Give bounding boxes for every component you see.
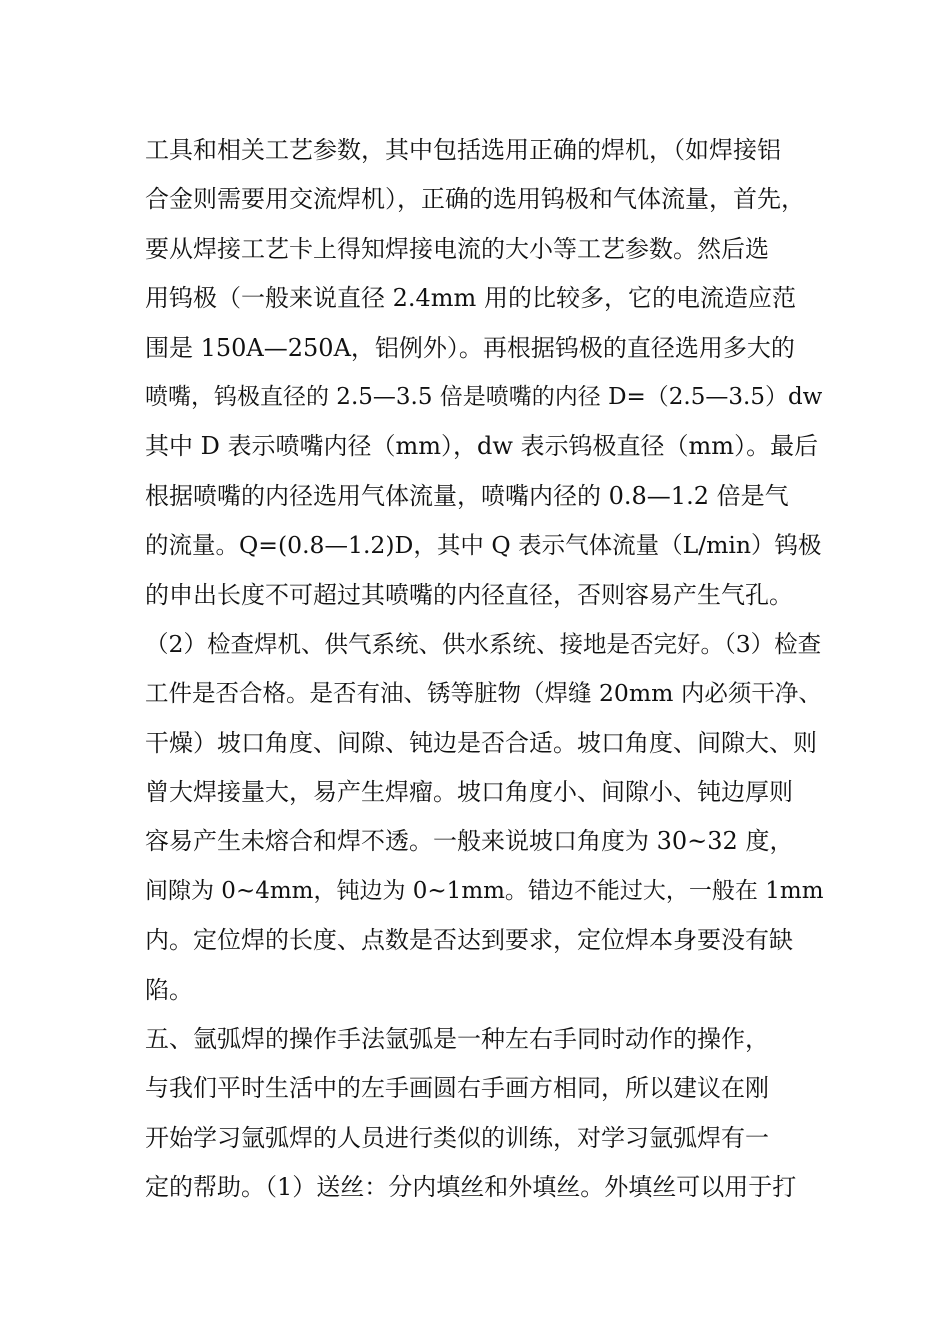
- text-line: 开始学习氩弧焊的人员进行类似的训练，对学习氩弧焊有一: [145, 1123, 769, 1152]
- text-line: 间隙为 0~4mm，钝边为 0~1mm。错边不能过大，一般在 1mm: [145, 877, 824, 904]
- text-line: 定的帮助。（1）送丝：分内填丝和外填丝。外填丝可以用于打: [145, 1173, 797, 1202]
- text-line: 内。定位焊的长度、点数是否达到要求，定位焊本身要没有缺: [145, 926, 793, 955]
- text-line: 的申出长度不可超过其喷嘴的内径直径，否则容易产生气孔。: [145, 580, 793, 609]
- text-line: 干燥）坡口角度、间隙、钝边是否合适。坡口角度、间隙大、则: [145, 728, 817, 757]
- text-line: 工具和相关工艺参数，其中包括选用正确的焊机，（如焊接铝: [145, 136, 781, 164]
- text-line: 五、氩弧焊的操作手法氩弧是一种左右手同时动作的操作，: [145, 1025, 769, 1054]
- text-line: 喷嘴，钨极直径的 2.5—3.5 倍是喷嘴的内径 D=（2.5—3.5）dw: [145, 383, 823, 410]
- text-line: 曾大焊接量大，易产生焊瘤。坡口角度小、间隙小、钝边厚则: [145, 778, 793, 807]
- text-line: 围是 150A—250A，铝例外）。再根据钨极的直径选用多大的: [145, 333, 795, 362]
- text-line: 要从焊接工艺卡上得知焊接电流的大小等工艺参数。然后选: [145, 234, 769, 263]
- text-line: 用钨极（一般来说直径 2.4mm 用的比较多，它的电流造应范: [145, 284, 796, 313]
- text-line: 工件是否合格。是否有油、锈等脏物（焊缝 20mm 内必须干净、: [145, 679, 822, 708]
- text-line: 陷。: [145, 975, 193, 1004]
- text-line: （2）检查焊机、供气系统、供水系统、接地是否完好。（3）检查: [145, 629, 822, 658]
- text-line: 其中 D 表示喷嘴内径（mm），dw 表示钨极直径（mm）。最后: [145, 432, 819, 461]
- text-line: 根据喷嘴的内径选用气体流量，喷嘴内径的 0.8—1.2 倍是气: [145, 481, 789, 510]
- text-line: 的流量。Q=(0.8—1.2)D，其中 Q 表示气体流量（L/min）钨极: [145, 531, 822, 560]
- body-text: [145, 126, 825, 1213]
- text-line: 与我们平时生活中的左手画圆右手画方相同，所以建议在刚: [145, 1074, 769, 1103]
- text-line: 容易产生未熔合和焊不透。一般来说坡口角度为 30~32 度，: [145, 827, 794, 856]
- text-line: 合金则需要用交流焊机），正确的选用钨极和气体流量，首先，: [145, 185, 805, 214]
